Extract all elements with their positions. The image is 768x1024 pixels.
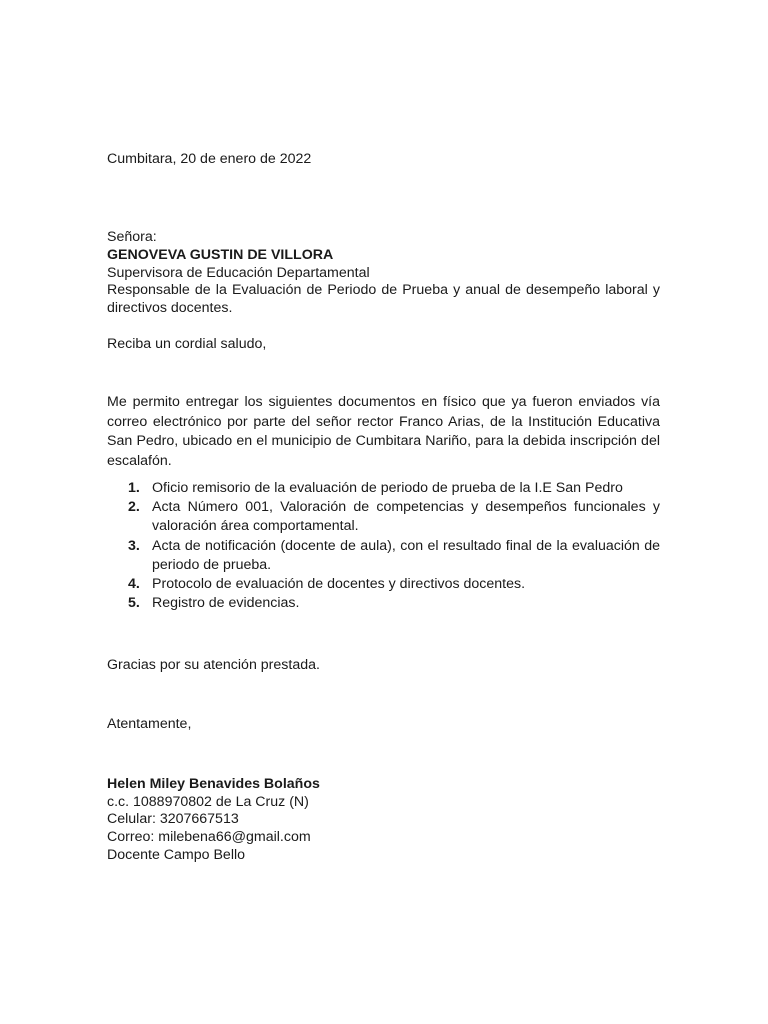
list-item-number: 5.	[128, 595, 140, 612]
sender-id: c.c. 1088970802 de La Cruz (N)	[107, 794, 309, 810]
body-paragraph: Me permito entregar los siguientes documentos en físico que ya fueron enviados vía correo electrónico por parte del señor rector Franco Arias, de la Institución Educativa San Pedro, ubicado en el municipio de Cumbitara Nariño, para la debida inscripción del escalafón.	[107, 394, 660, 469]
sender-role: Docente Campo Bello	[107, 847, 246, 863]
list-item	[107, 594, 660, 613]
recipient-title: Supervisora de Educación Departamental	[107, 265, 370, 281]
greeting: Reciba un cordial saludo,	[107, 336, 267, 352]
list-item-text: Acta Número 001, Valoración de competencias y desempeños funcionales y valoración área comportamental.	[152, 499, 660, 535]
list-item-text: Protocolo de evaluación de docentes y directivos docentes.	[152, 576, 526, 593]
sender-phone: Celular: 3207667513	[107, 811, 239, 827]
sender-email: Correo: milebena66@gmail.com	[107, 829, 311, 845]
recipient-salutation: Señora:	[107, 229, 157, 245]
list-item-text: Acta de notificación (docente de aula), con el resultado final de la evaluación de periodo de prueba.	[152, 537, 660, 573]
list-item	[107, 537, 660, 575]
recipient-responsibility: Responsable de la Evaluación de Periodo de Prueba y anual de desempeño laboral y directivos docentes.	[107, 282, 660, 316]
list-item-number: 1.	[128, 480, 140, 496]
list-item-text: Oficio remisorio de la evaluación de periodo de prueba de la I.E San Pedro	[152, 480, 623, 496]
sender-name: Helen Miley Benavides Bolaños	[107, 776, 320, 792]
list-item-number: 3.	[128, 537, 140, 554]
recipient-name: GENOVEVA GUSTIN DE VILLORA	[107, 247, 334, 263]
list-item	[107, 479, 660, 498]
thanks-line: Gracias por su atención prestada.	[107, 657, 320, 673]
date-line: Cumbitara, 20 de enero de 2022	[107, 151, 312, 167]
list-item	[107, 575, 660, 594]
list-item-number: 2.	[128, 499, 140, 516]
closing-line: Atentamente,	[107, 716, 192, 732]
list-item	[107, 498, 660, 536]
document-list	[107, 479, 660, 613]
list-item-number: 4.	[128, 576, 140, 593]
list-item-text: Registro de evidencias.	[152, 595, 300, 612]
